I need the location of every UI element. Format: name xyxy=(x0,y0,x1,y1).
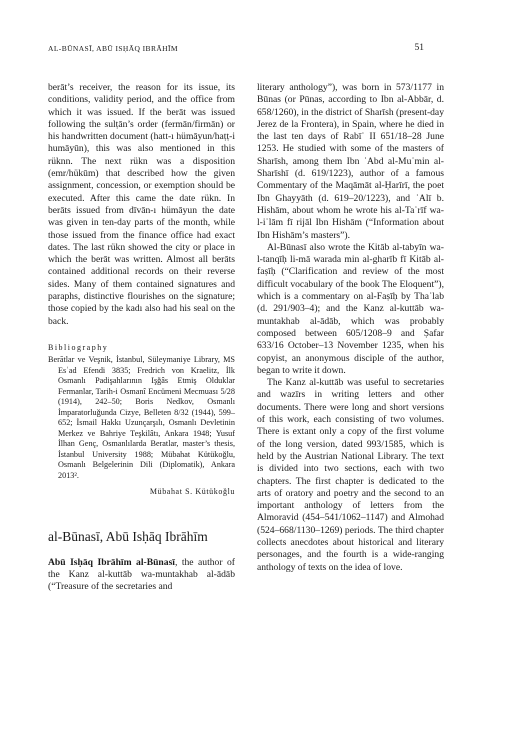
bibliography-text: Berātlar ve Veşnik, İstanbul, Süleymaniye Library, MS Esʿad Efendi 3835; Fredrich von Kraelitz, İlk Osmanlı Padişahlarının Işğâs Etmiş Olduklar Fermanlar, Tarih-i Osmanî Encümeni Mecmuası 5/28 (1914), 242–50; Boris Nedkov, Osmanlı İmparatorluğunda Cizye, Belleten 8/32 (1944), 599–652; İsmail Hakkı Uzunçarşılı, Osmanlı Devletinin Merkez ve Bahriye Teşkilâtı, Ankara 1948; Yusuf İlhan Genç, Osmanlılarda Beratlar, master’s thesis, İstanbul University 1988; Mübahat Kütükoğlu, Osmanlı Belgelerinin Dili (Diplomatik), Ankara 2013². xyxy=(48,355,235,480)
kanz-paragraph: The Kanz al-kuttāb was useful to secretaries and wazīrs in writing letters and other documents. There were long and short versions of this work, each consisting of two volumes. There is extant only a copy of the first volume of the long version, dated 993/1585, which is held by the Austrian National Library. The text is divided into two sections, each with two chapters. The first chapter is dedicated to the arts of oratory and poetry and the second to an important anthology of letters from the Almoravid (454–541/1062–1147) and Almohad (524–668/1130–1269) periods. The third chapter collects anecdotes about historical and literary personages, and the fourth is a wide-ranging anthology of texts on the idea of love. xyxy=(257,377,444,573)
entry-opening-text: , the author of the Kanz al-kuttāb wa-muntakhab al-ādāb (“Treasure of the secretaries and xyxy=(48,556,235,593)
bibliography-heading: Bibliography xyxy=(48,342,109,352)
author-signature: Mübahat S. Kütükoğlu xyxy=(149,487,235,497)
running-head: AL-BŪNASĪ, ABŪ ISḤĀQ IBRĀHĪM xyxy=(48,44,178,53)
entry-title: al-Būnasī, Abū Isḥāq Ibrāhīm xyxy=(48,528,208,544)
entry-opening xyxy=(48,557,235,594)
page-number: 51 xyxy=(414,43,424,53)
entry-bold-name: Abū Isḥāq Ibrāhīm al-Būnasī xyxy=(48,556,175,568)
biography-paragraph: literary anthology”), was born in 573/1177 in Būnas (or Pūnas, according to Ibn al-Abbār, d. 658/1260), in the district of Sharīsh (present-day Jerez de la Frontera), in Spain, where he died in the last ten days of Rabīʿ II 651/18–28 June 1253. He studied with some of the masters of Sharīsh, among them Ibn ʿAbd al-Muʾmin al-Sharīshī (d. 619/1223), author of a famous Commentary of the Maqāmāt al-Ḥarīrī, the poet Ibn Ghayyāth (d. 619–20/1223), and ʿAlī b. Hishām, about whom he wrote his al-Taʿrīf wa-l-iʿlām fī rijāl Ibn Hishām (“Information about Ibn Hishām’s masters”). xyxy=(257,82,444,241)
works-paragraph: Al-Būnasī also wrote the Kitāb al-tabyīn wa-l-tanqīḥ li-mā warada min al-gharīb fī Kitāb al-faṣīḥ (“Clarification and review of the most difficult vocabulary of the book The Eloquent”), which is a commentary on al-Faṣīḥ by Thaʿlab (d. 291/903–4); and the Kanz al-kuttāb wa-muntakhab al-ādāb, which was probably composed between 605/1208–9 and Ṣafar 633/16 October–13 November 1235, when his copyist, an anonymous disciple of the author, began to write it down. xyxy=(257,241,444,376)
left-column xyxy=(48,82,235,593)
berat-paragraph: berāt’s receiver, the reason for its issue, its conditions, validity period, and the office from which it was issued. If the berāt was issued following the sulṭān’s order (fermān/firmān) or his handwritten document (hatt-ı hümāyun/haṭṭ-i humāyūn), this was also mentioned in this rüknn. The next rükn was a disposition (emr/hükūm) that described how the given assignment, concession, or exemption should be executed. After this came the date rükn. In berāts issued from dīvān-ı hümāyun the date was given in ten-day parts of the month, while those issued from the finance office had exact dates. The last rükn showed the city or place in which the berāt was written. Almost all berāts contained additional records on their reverse sides. Many of them contained signatures and paraphs, distinctive flourishes on the signature; those copied by the kadı also had his seal on the back. xyxy=(48,82,235,327)
page-header xyxy=(48,44,424,58)
right-column xyxy=(257,82,444,574)
